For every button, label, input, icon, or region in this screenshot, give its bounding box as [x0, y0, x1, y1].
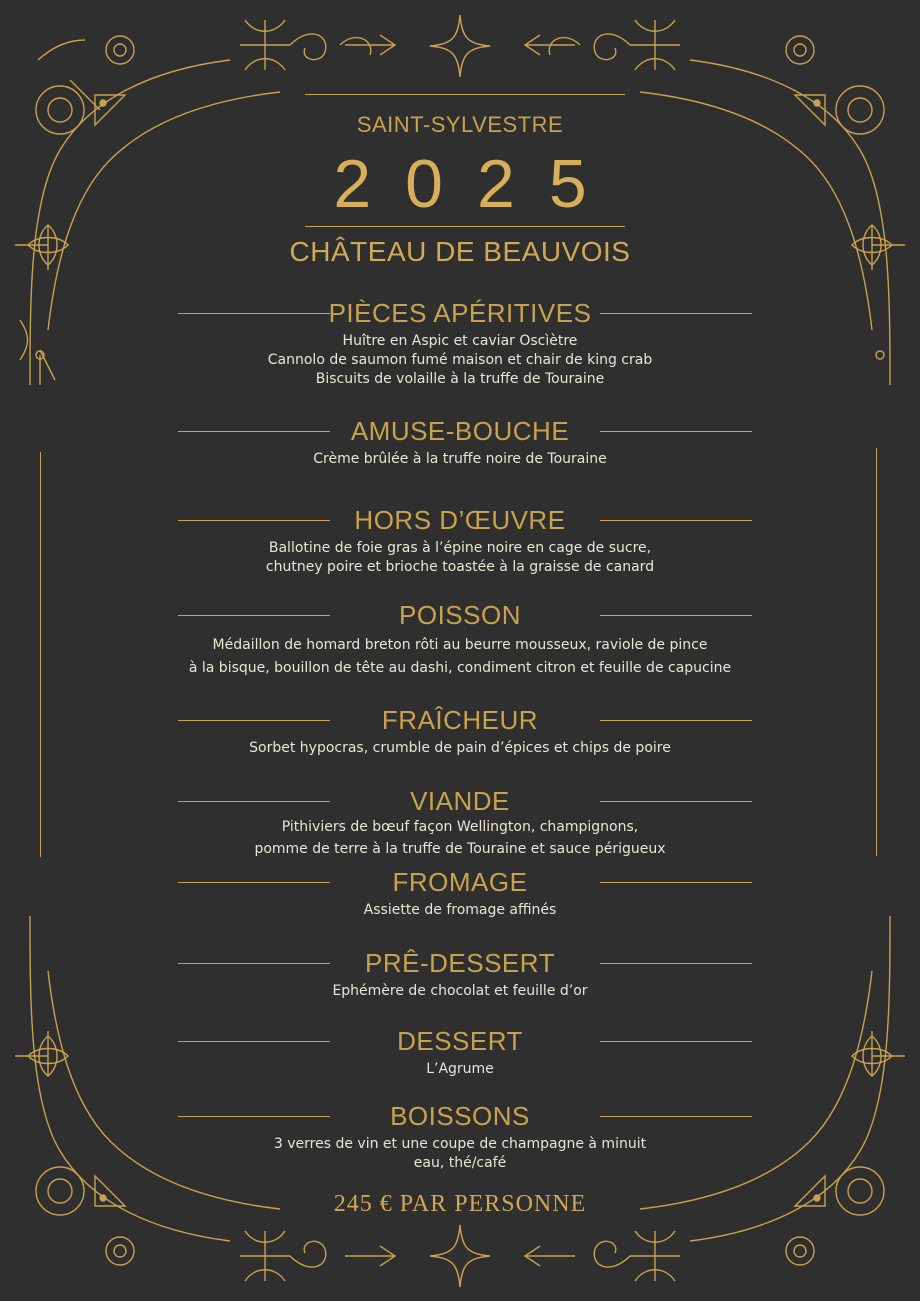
- menu-item: Pithiviers de bœuf façon Wellington, champignons,: [281, 819, 639, 835]
- venue-name: CHÂTEAU DE BEAUVOIS: [289, 236, 631, 267]
- menu-section: [0, 1101, 920, 1173]
- menu-item: 3 verres de vin et une coupe de champagne à minuit: [273, 1136, 647, 1152]
- menu-section: [0, 416, 920, 469]
- section-items: [0, 1135, 920, 1173]
- section-title: DESSERT: [397, 1026, 523, 1056]
- section-divider-right: [600, 882, 752, 883]
- section-title: BOISSONS: [390, 1101, 530, 1131]
- section-divider-right: [600, 615, 752, 616]
- price-per-person: 245 € PAR PERSONNE: [333, 1191, 587, 1217]
- section-items: [0, 816, 920, 860]
- section-items: [0, 901, 920, 920]
- menu-item: Médaillon de homard breton rôti au beurre mousseux, raviole de pince: [212, 637, 708, 653]
- menu-item: Assiette de fromage affinés: [363, 902, 557, 918]
- section-divider-right: [600, 520, 752, 521]
- event-subtitle: SAINT-SYLVESTRE: [356, 112, 564, 137]
- menu-item: Ballotine de foie gras à l’épine noire en cage de sucre,: [268, 540, 652, 556]
- section-title: POISSON: [399, 600, 521, 630]
- menu-section: [0, 1026, 920, 1079]
- section-divider-right: [600, 963, 752, 964]
- section-title: FRAÎCHEUR: [381, 705, 539, 735]
- section-title: VIANDE: [410, 786, 510, 816]
- section-divider-right: [600, 720, 752, 721]
- menu-section: [0, 786, 920, 860]
- menu-item: à la bisque, bouillon de tête au dashi, condiment citron et feuille de capucine: [188, 660, 732, 676]
- menu-section: [0, 298, 920, 389]
- menu-item: Sorbet hypocras, crumble de pain d’épices et chips de poire: [249, 740, 671, 756]
- menu-section: [0, 600, 920, 680]
- section-divider-left: [178, 801, 330, 802]
- header-rule-top: [305, 94, 625, 95]
- section-items: [0, 982, 920, 1001]
- menu-item: L’Agrume: [426, 1061, 494, 1077]
- section-divider-left: [178, 1116, 330, 1117]
- menu-section: [0, 705, 920, 758]
- star-ornament-bottom: [430, 1225, 490, 1287]
- menu-item: Cannolo de saumon fumé maison et chair de king crab: [267, 352, 653, 368]
- menu-item: Huître en Aspic et caviar Oscìètre: [342, 333, 578, 349]
- section-divider-left: [178, 615, 330, 616]
- menu-item: eau, thé/café: [413, 1155, 507, 1171]
- section-title: PIÈCES APÉRITIVES: [328, 298, 592, 328]
- menu-item: Ephémère de chocolat et feuille d’or: [332, 983, 588, 999]
- star-ornament-top: [430, 15, 490, 77]
- section-items: [0, 634, 920, 680]
- section-items: [0, 1060, 920, 1079]
- section-title: AMUSE-BOUCHE: [350, 416, 570, 446]
- section-title: PRÊ-DESSERT: [365, 948, 555, 978]
- menu-item: chutney poire et brioche toastée à la graisse de canard: [265, 559, 655, 575]
- menu-section: [0, 505, 920, 577]
- section-divider-right: [600, 801, 752, 802]
- menu-section: [0, 867, 920, 920]
- menu-item: Biscuits de volaille à la truffe de Touraine: [315, 371, 605, 387]
- menu-item: pomme de terre à la truffe de Touraine et sauce périgueux: [254, 841, 666, 857]
- section-items: [0, 332, 920, 389]
- section-divider-left: [178, 431, 330, 432]
- section-title: FROMAGE: [392, 867, 528, 897]
- section-divider-left: [178, 1041, 330, 1042]
- menu-section: [0, 948, 920, 1001]
- section-divider-right: [600, 313, 752, 314]
- section-divider-left: [178, 963, 330, 964]
- section-divider-left: [178, 720, 330, 721]
- header-rule-bottom: [305, 226, 625, 227]
- section-divider-right: [600, 431, 752, 432]
- section-divider-right: [600, 1041, 752, 1042]
- section-items: [0, 539, 920, 577]
- section-items: [0, 739, 920, 758]
- menu-item: Crème brûlée à la truffe noire de Touraine: [313, 451, 607, 467]
- section-title: HORS D’ŒUVRE: [354, 505, 566, 535]
- section-divider-left: [178, 882, 330, 883]
- section-items: [0, 450, 920, 469]
- section-divider-right: [600, 1116, 752, 1117]
- section-divider-left: [178, 313, 330, 314]
- event-year: 2025: [333, 146, 621, 222]
- section-divider-left: [178, 520, 330, 521]
